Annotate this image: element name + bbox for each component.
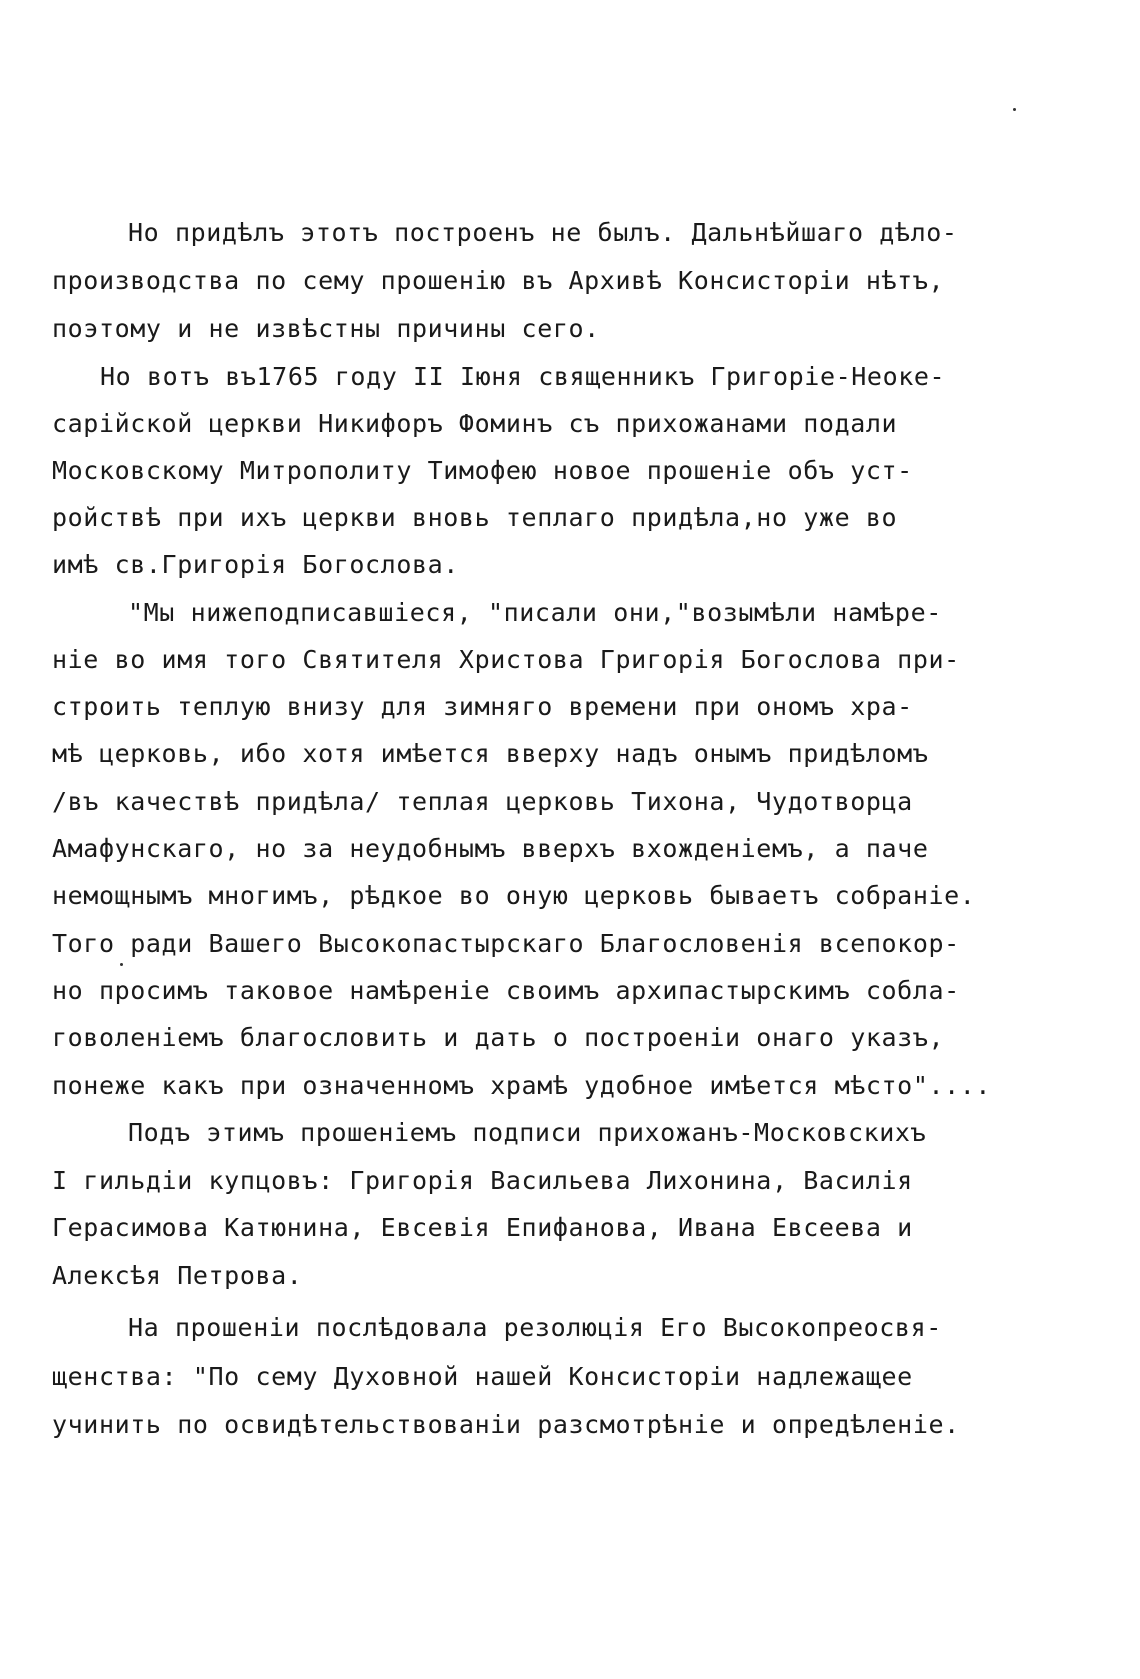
text-line: Герасимова Катюнина, Евсевiя Епифанова, Ивана Евсеева и bbox=[52, 1213, 913, 1242]
text-line: Московскому Митрополиту Тимофею новое прошенiе объ уст- bbox=[52, 456, 913, 485]
text-line: Того ради Вашего Высокопастырскаго Благословенiя всепокор- bbox=[52, 929, 960, 958]
text-line: строить теплую внизу для зимняго времени при ономъ хра- bbox=[52, 692, 913, 721]
text-line: говоленiемъ благословить и дать о построенiи онаго указъ, bbox=[52, 1023, 945, 1052]
text-line: "Мы нижеподписавшiеся, "писали они,"возымѣли намѣре- bbox=[128, 598, 942, 627]
text-line: понеже какъ при означенномъ храмѣ удобное имѣется мѣсто".... bbox=[52, 1071, 992, 1100]
text-line: Но вотъ въ1765 году II Iюня священникъ Григорiе-Неоке- bbox=[100, 362, 946, 391]
text-line: имѣ св.Григорiя Богослова. bbox=[52, 550, 459, 579]
text-line: Но придѣлъ этотъ построенъ не былъ. Дальнѣйшаго дѣло- bbox=[128, 218, 958, 247]
text-line: щенства: "По сему Духовной нашей Консисторiи надлежащее bbox=[52, 1362, 913, 1391]
text-line: немощнымъ многимъ, рѣдкое во оную церковь бываетъ собранiе. bbox=[52, 881, 976, 910]
text-line: I гильдiи купцовъ: Григорiя Васильева Лихонина, Василiя bbox=[52, 1166, 913, 1195]
text-line: сарiйской церкви Никифоръ Фоминъ съ прихожанами подали bbox=[52, 409, 898, 438]
text-line: учинить по освидѣтельствованiи разсмотрѣнiе и опредѣленiе. bbox=[52, 1410, 960, 1439]
text-line: нiе во имя того Святителя Христова Григорiя Богослова при- bbox=[52, 645, 960, 674]
text-line: /въ качествѣ придѣла/ теплая церковь Тихона, Чудотворца bbox=[52, 787, 913, 816]
text-line: мѣ церковь, ибо хотя имѣется вверху надъ онымъ придѣломъ bbox=[52, 739, 929, 768]
text-line: но просимъ таковое намѣренiе своимъ архипастырскимъ собла- bbox=[52, 976, 960, 1005]
text-line: поэтому и не извѣстны причины сего. bbox=[52, 314, 600, 343]
paper-speck bbox=[1013, 108, 1016, 111]
text-line: Амафунскаго, но за неудобнымъ вверхъ вхожденiемъ, а паче bbox=[52, 834, 929, 863]
text-line: ройствѣ при ихъ церкви вновь теплаго придѣла,но уже во bbox=[52, 503, 898, 532]
text-line: Алексѣя Петрова. bbox=[52, 1261, 303, 1290]
text-line: Подъ этимъ прошенiемъ подписи прихожанъ-Московскихъ bbox=[128, 1118, 927, 1147]
text-line: производства по сему прошенiю въ Архивѣ Консисторiи нѣтъ, bbox=[52, 266, 945, 295]
paper-speck bbox=[120, 963, 123, 966]
text-line: На прошенiи послѣдовала резолюцiя Его Высокопреосвя- bbox=[128, 1313, 942, 1342]
